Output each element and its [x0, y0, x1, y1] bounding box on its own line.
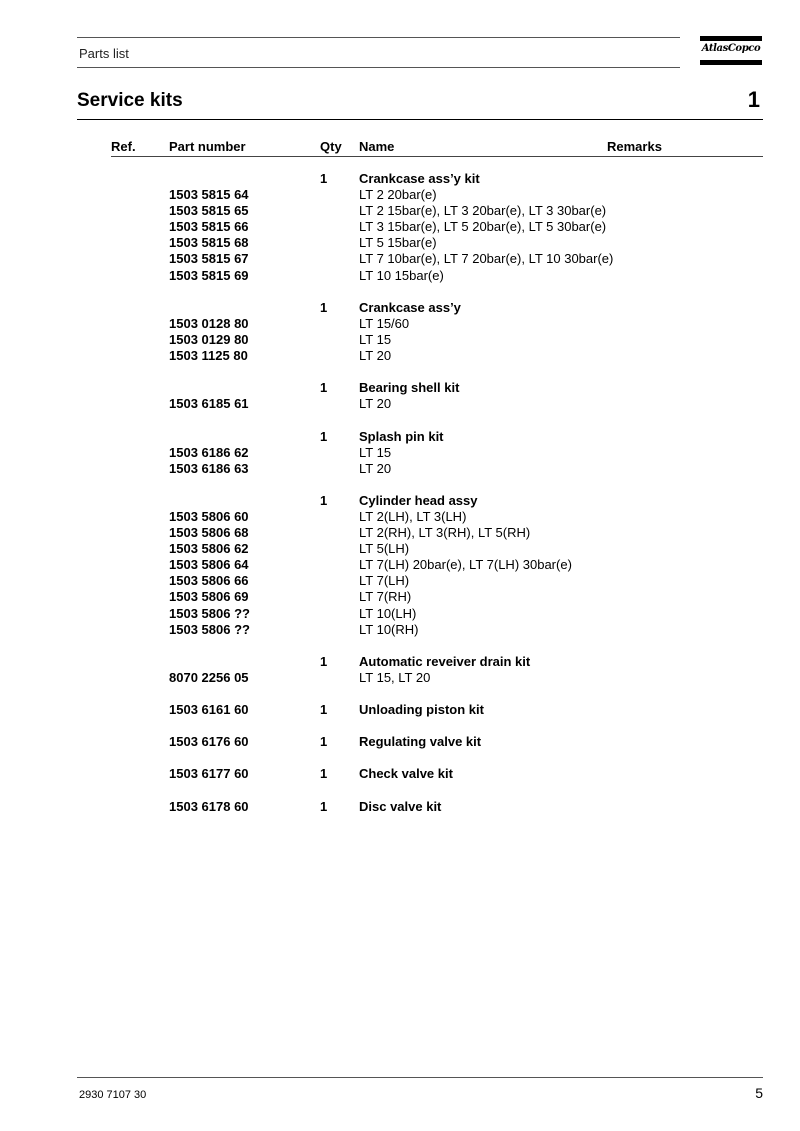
part-number-cell: 1503 5815 68	[169, 235, 249, 251]
footer-rule	[77, 1077, 763, 1078]
name-cell: Crankcase ass’y	[359, 299, 461, 315]
part-number-cell: 1503 5815 69	[169, 267, 249, 283]
name-cell: Crankcase ass’y kit	[359, 171, 480, 186]
table-row	[0, 654, 800, 670]
table-row	[0, 396, 800, 412]
part-number-cell: 1503 6186 62	[169, 444, 249, 460]
table-row	[0, 235, 800, 251]
qty-cell: 1	[320, 734, 328, 750]
part-number-cell: 1503 5815 66	[169, 219, 249, 235]
table-row	[0, 734, 800, 750]
name-cell: LT 2(LH), LT 3(LH)	[359, 508, 467, 524]
table-row	[0, 557, 800, 573]
col-header-qty: Qty	[320, 139, 342, 154]
qty-cell: 1	[320, 428, 328, 444]
row-spacer	[0, 477, 800, 493]
qty-cell: 1	[320, 653, 328, 669]
table-row	[0, 219, 800, 235]
name-cell: LT 20	[359, 396, 392, 412]
name-cell: LT 2(RH), LT 3(RH), LT 5(RH)	[359, 525, 531, 541]
table-row	[0, 171, 800, 187]
table-row	[0, 316, 800, 332]
header-title: Parts list	[79, 46, 129, 61]
table-row	[0, 251, 800, 267]
col-header-remarks: Remarks	[607, 139, 662, 154]
part-number-cell: 1503 6176 60	[169, 734, 249, 750]
parts-table-body	[0, 171, 800, 815]
name-cell: LT 10 15bar(e)	[359, 267, 444, 283]
name-cell: Regulating valve kit	[359, 734, 482, 750]
name-cell: LT 15	[359, 331, 392, 347]
table-row	[0, 573, 800, 589]
part-number-cell: 1503 6178 60	[169, 798, 249, 814]
name-cell: LT 7(LH)	[359, 573, 410, 589]
logo-bar-top	[700, 36, 762, 41]
name-cell: LT 15, LT 20	[359, 669, 431, 685]
table-row	[0, 348, 800, 364]
row-spacer	[0, 284, 800, 300]
atlas-copco-logo	[700, 36, 762, 66]
logo-text: AtlasCopco	[701, 43, 761, 54]
qty-cell: 1	[320, 171, 328, 186]
part-number-cell: 1503 6177 60	[169, 766, 249, 782]
name-cell: Cylinder head assy	[359, 492, 478, 508]
name-cell: Bearing shell kit	[359, 380, 460, 396]
part-number-cell: 1503 5806 66	[169, 573, 249, 589]
qty-cell: 1	[320, 798, 328, 814]
qty-cell: 1	[320, 492, 328, 508]
table-row	[0, 509, 800, 525]
table-row	[0, 268, 800, 284]
name-cell: Unloading piston kit	[359, 702, 484, 718]
row-spacer	[0, 718, 800, 734]
part-number-cell: 1503 5806 ??	[169, 605, 250, 621]
table-row	[0, 799, 800, 815]
part-number-cell: 1503 5806 69	[169, 589, 249, 605]
part-number-cell: 1503 6185 61	[169, 396, 249, 412]
table-row	[0, 525, 800, 541]
name-cell: LT 7 10bar(e), LT 7 20bar(e), LT 10 30bar(e)	[359, 251, 614, 267]
name-cell: LT 2 15bar(e), LT 3 20bar(e), LT 3 30bar(e)	[359, 203, 607, 219]
part-number-cell: 1503 5806 ??	[169, 621, 250, 637]
name-cell: LT 5(LH)	[359, 541, 410, 557]
part-number-cell: 1503 5806 68	[169, 525, 249, 541]
part-number-cell: 1503 6186 63	[169, 460, 249, 476]
part-number-cell: 1503 5815 67	[169, 251, 249, 267]
section-title: Service kits	[77, 90, 183, 111]
table-row	[0, 606, 800, 622]
part-number-cell: 1503 6161 60	[169, 702, 249, 718]
table-row	[0, 461, 800, 477]
col-header-part-number: Part number	[169, 139, 246, 154]
table-row	[0, 589, 800, 605]
footer-page-number: 5	[755, 1085, 763, 1101]
header-bottom-rule	[77, 67, 680, 68]
table-row	[0, 429, 800, 445]
table-row	[0, 541, 800, 557]
col-header-name: Name	[359, 139, 395, 154]
part-number-cell: 1503 0128 80	[169, 315, 249, 331]
row-spacer	[0, 412, 800, 428]
table-row	[0, 670, 800, 686]
table-row	[0, 622, 800, 638]
table-row	[0, 203, 800, 219]
part-number-cell: 1503 0129 80	[169, 331, 249, 347]
part-number-cell: 1503 1125 80	[169, 348, 248, 364]
qty-cell: 1	[320, 299, 328, 315]
table-row	[0, 380, 800, 396]
table-row	[0, 766, 800, 782]
row-spacer	[0, 686, 800, 702]
name-cell: LT 7(LH) 20bar(e), LT 7(LH) 30bar(e)	[359, 557, 572, 573]
name-cell: Automatic reveiver drain kit	[359, 653, 531, 669]
footer-document-number: 2930 7107 30	[79, 1089, 147, 1101]
table-row	[0, 702, 800, 718]
table-header-rule	[111, 156, 763, 157]
part-number-cell: 1503 5806 64	[169, 557, 249, 573]
name-cell: LT 15	[359, 444, 392, 460]
row-spacer	[0, 638, 800, 654]
row-spacer	[0, 783, 800, 799]
name-cell: LT 20	[359, 348, 392, 364]
name-cell: LT 2 20bar(e)	[359, 187, 437, 203]
section-number: 1	[747, 87, 760, 112]
table-row	[0, 445, 800, 461]
table-row	[0, 332, 800, 348]
col-header-ref: Ref.	[111, 139, 136, 154]
row-spacer	[0, 750, 800, 766]
header-top-rule	[77, 37, 680, 38]
name-cell: LT 15/60	[359, 315, 410, 331]
name-cell: LT 10(LH)	[359, 605, 417, 621]
section-rule	[77, 119, 763, 120]
name-cell: Check valve kit	[359, 766, 453, 782]
table-row	[0, 300, 800, 316]
name-cell: LT 20	[359, 460, 392, 476]
name-cell: Splash pin kit	[359, 428, 444, 444]
logo-bar-bottom	[700, 60, 762, 65]
part-number-cell: 1503 5815 64	[169, 187, 249, 203]
qty-cell: 1	[320, 702, 328, 718]
name-cell: LT 7(RH)	[359, 589, 412, 605]
part-number-cell: 1503 5806 60	[169, 508, 249, 524]
qty-cell: 1	[320, 380, 328, 396]
qty-cell: 1	[320, 766, 328, 782]
name-cell: LT 5 15bar(e)	[359, 235, 437, 251]
name-cell: LT 10(RH)	[359, 621, 419, 637]
table-row	[0, 493, 800, 509]
name-cell: LT 3 15bar(e), LT 5 20bar(e), LT 5 30bar(e)	[359, 219, 607, 235]
part-number-cell: 1503 5806 62	[169, 541, 249, 557]
table-row	[0, 187, 800, 203]
part-number-cell: 8070 2256 05	[169, 669, 249, 685]
row-spacer	[0, 364, 800, 380]
part-number-cell: 1503 5815 65	[169, 203, 249, 219]
name-cell: Disc valve kit	[359, 798, 442, 814]
